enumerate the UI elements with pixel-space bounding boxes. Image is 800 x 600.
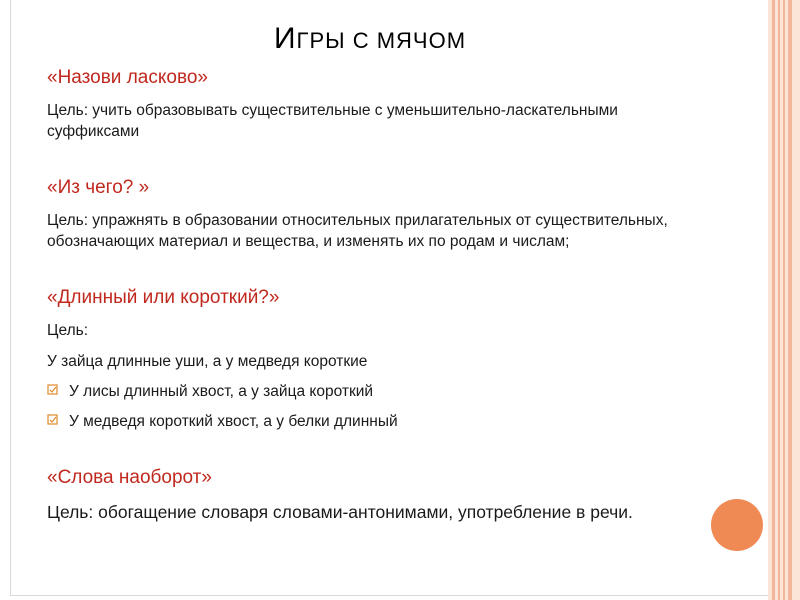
list-item-text: У лисы длинный хвост, а у зайца короткий xyxy=(69,383,374,400)
spacer xyxy=(47,252,687,286)
game-title: «Из чего? » xyxy=(47,177,150,198)
square-bullet-icon xyxy=(47,413,59,427)
game-goal: Цель: упражнять в образовании относительных прилагательных от существительных, обозначающих материал и вещества, и изменять их по родам и числам; xyxy=(47,212,668,250)
decorative-stripe xyxy=(788,0,792,600)
game-goal: Цель: обогащение словаря словами-антонимами, употребление в речи. xyxy=(47,502,633,522)
list-item-text: У медведя короткий хвост, а у белки длинный xyxy=(69,413,398,430)
slide-content xyxy=(47,66,687,525)
game-goal: Цель: xyxy=(47,322,88,339)
square-bullet-icon xyxy=(47,383,59,397)
slide-title xyxy=(0,22,740,56)
decorative-circle xyxy=(711,499,763,551)
game-title: «Назови ласково» xyxy=(47,67,208,88)
decorative-stripe xyxy=(772,0,775,600)
decorative-stripe xyxy=(783,0,785,600)
decorative-stripe xyxy=(778,0,780,600)
list-item xyxy=(47,411,687,432)
spacer xyxy=(47,142,687,176)
game-goal: Цель: учить образовывать существительные с уменьшительно-ласкательными суффиксами xyxy=(47,102,618,140)
example-line: У зайца длинные уши, а у медведя короткие xyxy=(47,353,368,370)
slide-title-initial: И xyxy=(273,22,297,55)
game-title: «Слова наоборот» xyxy=(47,467,212,488)
spacer xyxy=(47,432,687,466)
game-title: «Длинный или короткий?» xyxy=(47,287,280,308)
list-item xyxy=(47,381,687,402)
slide-title-rest: ГРЫ С МЯЧОМ xyxy=(296,28,467,53)
